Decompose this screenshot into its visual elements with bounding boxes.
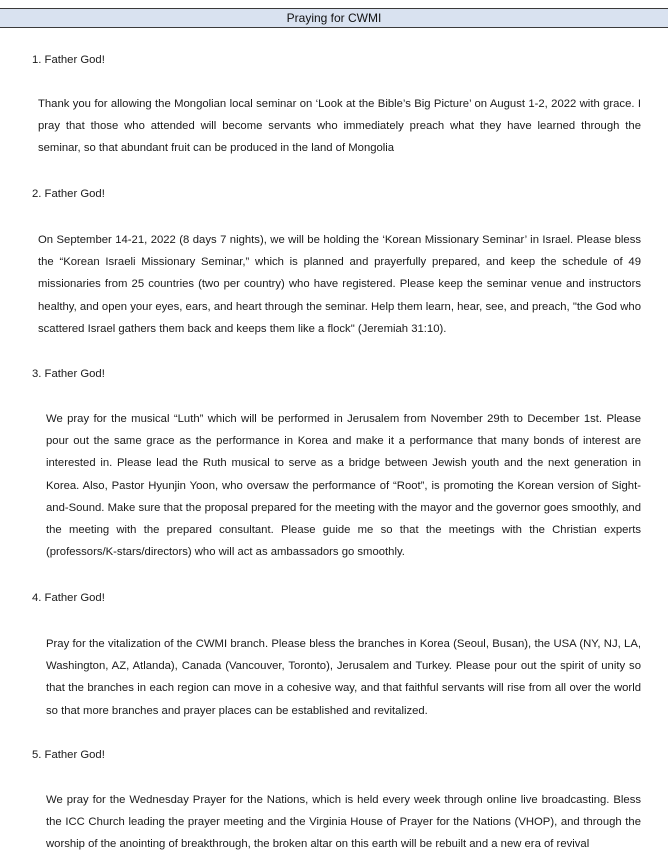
page-header (0, 8, 668, 28)
section-body-1: Thank you for allowing the Mongolian local seminar on ‘Look at the Bible’s Big Picture’ on August 1-2, 2022 with grace. I pray that those who attended will become servants who immediately preach what they have learned through the seminar, so that abundant fruit can be produced in the land of Mongolia (38, 98, 641, 155)
section-body-4: Pray for the vitalization of the CWMI branch. Please bless the branches in Korea (Seoul, Busan), the USA (NY, NJ, LA, Washington, AZ, Atlanda), Canada (Vancouver, Toronto), Jerusalem and Turkey. Please pour out the spirit of unity so that the branches in each region can move in a cohesive way, and that faithful servants will rise from all over the world so that more branches and prayer places can be established and revitalized. (46, 638, 641, 717)
page-title: Praying for CWMI (286, 11, 382, 25)
section-body-3: We pray for the musical “Luth” which will be performed in Jerusalem from November 29th to December 1st. Please pour out the same grace as the performance in Korea and make it a performance that many bonds of interest are interested in. Please lead the Ruth musical to serve as a bridge between Jewish youth and the next generation in Korea. Also, Pastor Hyunjin Yoon, who oversaw the performance of “Root”, is promoting the Korean version of Sight-and-Sound. Make sure that the proposal prepared for the meeting with the mayor and the governor goes smoothly, and the meeting with the prepared consultant. Please guide me so that the meetings with the Christian experts (professors/K-stars/directors) who will act as ambassadors go smoothly. (46, 413, 641, 559)
section-heading-3: 3. Father God! (32, 368, 105, 380)
section-heading-2: 2. Father God! (32, 188, 105, 200)
section-heading-1: 1. Father God! (32, 54, 105, 66)
section-heading-4: 4. Father God! (32, 592, 105, 604)
section-body-2: On September 14-21, 2022 (8 days 7 nights), we will be holding the ‘Korean Missionary Seminar’ in Israel. Please bless the “Korean Israeli Missionary Seminar,” which is planned and prayerfully prepared, and keep the schedule of 49 missionaries from 25 countries (two per country) who have registered. Please keep the seminar venue and instructors healthy, and open your eyes, ears, and heart through the seminar. Help them learn, hear, see, and preach, "the God who scattered Israel gathers them back and keeps them like a flock" (Jeremiah 31:10). (38, 234, 641, 335)
section-heading-5: 5. Father God! (32, 749, 105, 761)
section-body-5: We pray for the Wednesday Prayer for the Nations, which is held every week through online live broadcasting. Bless the ICC Church leading the prayer meeting and the Virginia House of Prayer for the Nations (VHOP), and through the worship of the anointing of breakthrough, the broken altar on this earth will be rebuilt and a new era of revival (46, 794, 641, 851)
